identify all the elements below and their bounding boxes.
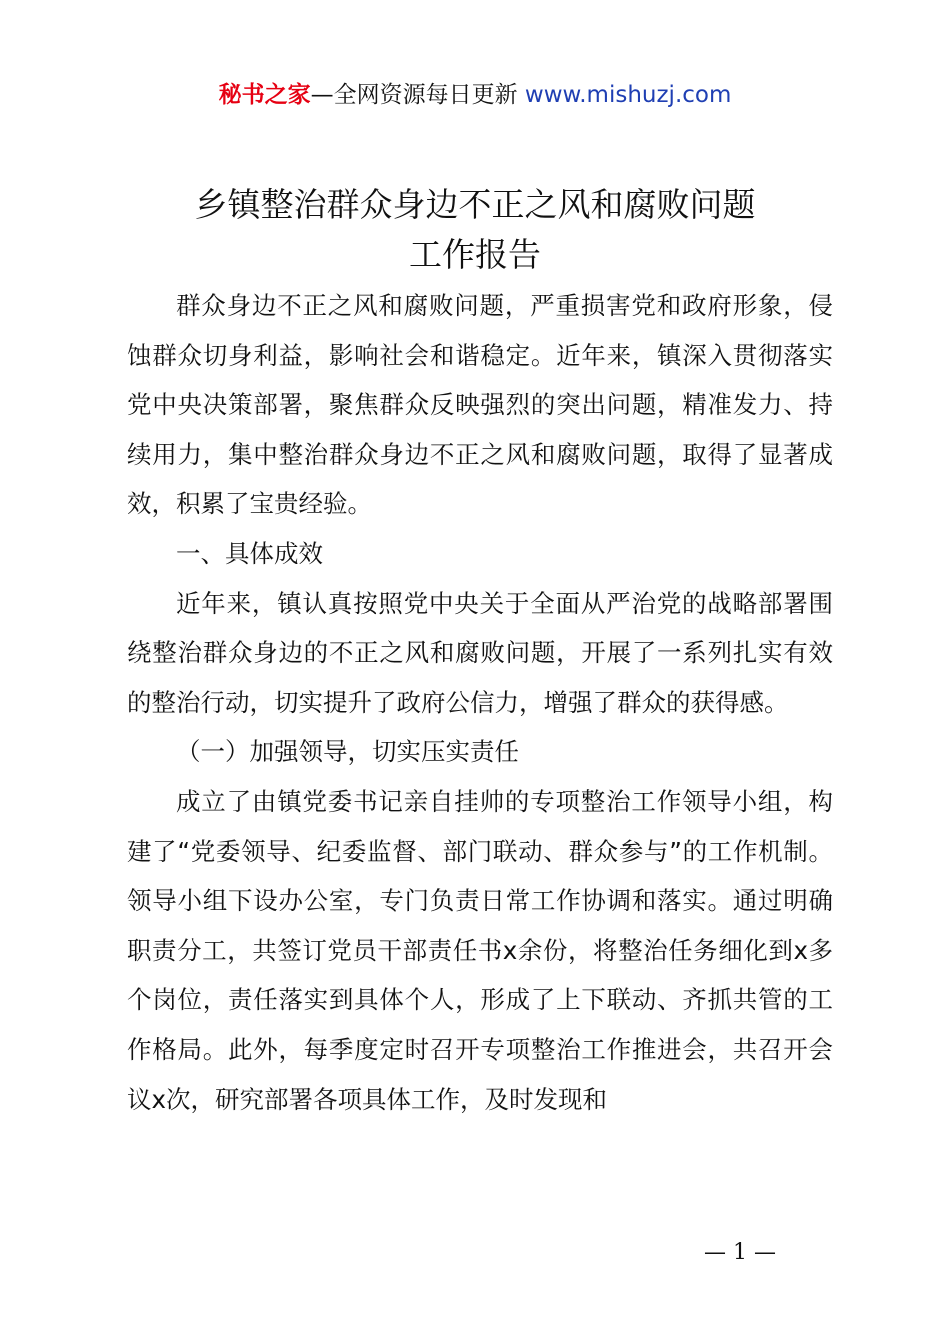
document-title	[0, 180, 950, 280]
brand-name: 秘书之家	[218, 82, 311, 108]
site-url-link[interactable]: www.mishuzj.com	[524, 82, 732, 108]
site-header	[0, 80, 950, 110]
section-heading: 一、具体成效	[176, 538, 323, 568]
subsection-heading: （一）加强领导，切实压实责任	[176, 737, 519, 767]
paragraph-intro: 群众身边不正之风和腐败问题，严重损害党和政府形象，侵蚀群众切身利益，影响社会和谐稳定。近年来，镇深入贯彻落实党中央决策部署，聚焦群众反映强烈的突出问题，精准发力、持续用力，集中整治群众身边不正之风和腐败问题，取得了显著成效，积累了宝贵经验。	[127, 291, 833, 519]
page-number: — 1 —	[704, 1240, 776, 1265]
title-line-2: 工作报告	[409, 235, 541, 274]
paragraph-section-intro: 近年来，镇认真按照党中央关于全面从严治党的战略部署围绕整治群众身边的不正之风和腐败问题，开展了一系列扎实有效的整治行动，切实提升了政府公信力，增强了群众的获得感。	[127, 588, 833, 717]
paragraph-subsection: 成立了由镇党委书记亲自挂帅的专项整治工作领导小组，构建了“党委领导、纪委监督、部门联动、群众参与”的工作机制。领导小组下设办公室，专门负责日常工作协调和落实。通过明确职责分工，共签订党员干部责任书x余份，将整治任务细化到x多个岗位，责任落实到具体个人，形成了上下联动、齐抓共管的工作格局。此外，每季度定时召开专项整治工作推进会，共召开会议x次，研究部署各项具体工作，及时发现和	[127, 786, 833, 1114]
header-tagline: —全网资源每日更新	[310, 82, 525, 108]
title-line-1: 乡镇整治群众身边不正之风和腐败问题	[194, 185, 756, 224]
document-body	[127, 281, 833, 1124]
